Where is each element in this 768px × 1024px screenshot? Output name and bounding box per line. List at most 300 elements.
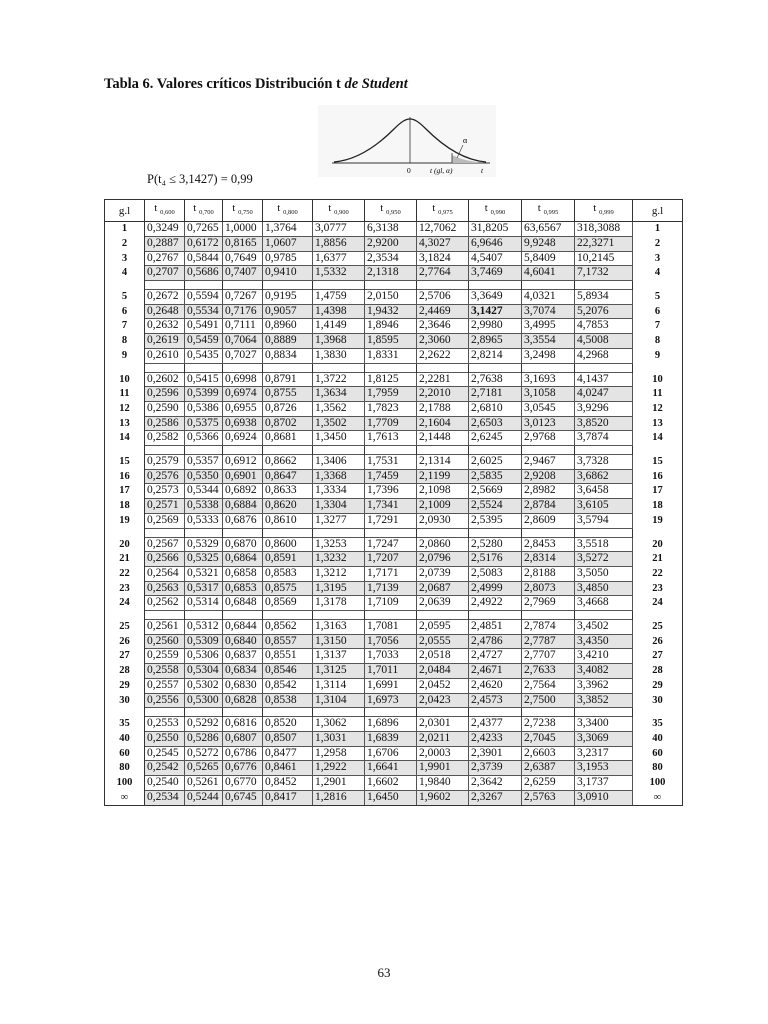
gl-cell-right: 26 [633, 634, 683, 649]
value-cell: 1,9602 [417, 790, 469, 805]
gl-cell-left: 11 [105, 387, 145, 402]
table-row [105, 401, 683, 416]
value-cell: 2,0739 [417, 566, 469, 581]
value-cell: 22,3271 [575, 236, 633, 251]
value-cell: 0,8662 [263, 455, 313, 470]
value-cell: 0,2707 [145, 266, 185, 281]
value-cell: 0,6901 [223, 469, 263, 484]
value-cell: 1,3125 [313, 664, 365, 679]
t-distribution-figure [318, 105, 496, 177]
table-row [105, 664, 683, 679]
value-cell: 0,5261 [185, 776, 223, 791]
value-cell: 2,5706 [417, 290, 469, 305]
value-cell: 1,8125 [365, 372, 417, 387]
value-cell: 0,8726 [263, 401, 313, 416]
value-cell: 0,5844 [185, 251, 223, 266]
value-cell: 0,2887 [145, 236, 185, 251]
value-cell: 2,1788 [417, 401, 469, 416]
gl-cell-right: 3 [633, 251, 683, 266]
table-row [105, 649, 683, 664]
value-cell: 0,2557 [145, 678, 185, 693]
gl-cell-left: 21 [105, 552, 145, 567]
value-cell: 5,8409 [522, 251, 575, 266]
gl-cell-left: 4 [105, 266, 145, 281]
table-row [105, 634, 683, 649]
value-cell: 2,1009 [417, 499, 469, 514]
value-cell: 0,5265 [185, 761, 223, 776]
value-cell: 3,5050 [575, 566, 633, 581]
group-spacer [105, 363, 683, 372]
value-cell: 1,6706 [365, 746, 417, 761]
value-cell: 0,2619 [145, 334, 185, 349]
value-cell: 2,7707 [522, 649, 575, 664]
gl-cell-right: 23 [633, 581, 683, 596]
value-cell: 0,5399 [185, 387, 223, 402]
value-cell: 0,5321 [185, 566, 223, 581]
gl-cell-left: 29 [105, 678, 145, 693]
value-cell: 4,5008 [575, 334, 633, 349]
value-cell: 0,8575 [263, 581, 313, 596]
gl-cell-left: 8 [105, 334, 145, 349]
critical-value-label: t (gl, α) [430, 166, 453, 175]
table-row [105, 513, 683, 528]
value-cell: 1,3195 [313, 581, 365, 596]
value-cell: 318,3088 [575, 222, 633, 237]
table-row [105, 790, 683, 805]
value-cell: 0,5329 [185, 537, 223, 552]
value-cell: 2,7969 [522, 596, 575, 611]
t-axis-label: t [481, 166, 484, 175]
gl-cell-left: 35 [105, 717, 145, 732]
value-cell: 0,5309 [185, 634, 223, 649]
value-cell: 0,2564 [145, 566, 185, 581]
value-cell: 3,4210 [575, 649, 633, 664]
value-cell: 2,6387 [522, 761, 575, 776]
value-cell: 0,5302 [185, 678, 223, 693]
table-row [105, 266, 683, 281]
value-cell: 12,7062 [417, 222, 469, 237]
value-cell: 3,1058 [522, 387, 575, 402]
value-cell: 0,7407 [223, 266, 263, 281]
value-cell: 0,5292 [185, 717, 223, 732]
value-cell: 0,7265 [185, 222, 223, 237]
value-cell: 2,8609 [522, 513, 575, 528]
gl-cell-right: 9 [633, 348, 683, 363]
table-header-row [105, 200, 683, 222]
value-cell: 2,3267 [469, 790, 522, 805]
gl-cell-right: 17 [633, 484, 683, 499]
value-cell: 1,3104 [313, 693, 365, 708]
table-row [105, 731, 683, 746]
table-row [105, 761, 683, 776]
value-cell: 4,6041 [522, 266, 575, 281]
value-cell: 1,7613 [365, 431, 417, 446]
value-cell: 0,2576 [145, 469, 185, 484]
value-cell: 2,8453 [522, 537, 575, 552]
value-cell: 0,8583 [263, 566, 313, 581]
gl-cell-left: 9 [105, 348, 145, 363]
group-spacer [105, 446, 683, 455]
alpha-label: α [463, 136, 468, 145]
value-cell: 2,4922 [469, 596, 522, 611]
value-cell: 1,6896 [365, 717, 417, 732]
value-cell: 0,8165 [223, 236, 263, 251]
value-cell: 3,0545 [522, 401, 575, 416]
value-cell: 0,6998 [223, 372, 263, 387]
value-cell: 1,7247 [365, 537, 417, 552]
gl-cell-right: 30 [633, 693, 683, 708]
value-cell: 2,6025 [469, 455, 522, 470]
value-cell: 0,6828 [223, 693, 263, 708]
value-cell: 2,4233 [469, 731, 522, 746]
value-cell: 2,1448 [417, 431, 469, 446]
value-cell: 4,3027 [417, 236, 469, 251]
table-row [105, 499, 683, 514]
value-cell: 0,6776 [223, 761, 263, 776]
table-row [105, 693, 683, 708]
value-cell: 1,6991 [365, 678, 417, 693]
gl-cell-right: 100 [633, 776, 683, 791]
value-cell: 31,8205 [469, 222, 522, 237]
value-cell: 0,6816 [223, 717, 263, 732]
gl-cell-left: 12 [105, 401, 145, 416]
gl-cell-left: 60 [105, 746, 145, 761]
value-cell: 0,8546 [263, 664, 313, 679]
value-cell: 1,0607 [263, 236, 313, 251]
value-cell: 0,8647 [263, 469, 313, 484]
gl-cell-left: 6 [105, 304, 145, 319]
value-cell: 2,8073 [522, 581, 575, 596]
value-cell: 0,8520 [263, 717, 313, 732]
gl-cell-right: 15 [633, 455, 683, 470]
value-cell: 2,9980 [469, 319, 522, 334]
value-cell: 1,4759 [313, 290, 365, 305]
value-cell: 1,2816 [313, 790, 365, 805]
value-cell: 0,6858 [223, 566, 263, 581]
value-cell: 2,7045 [522, 731, 575, 746]
gl-cell-left: 1 [105, 222, 145, 237]
value-cell: 1,6641 [365, 761, 417, 776]
value-cell: 1,7459 [365, 469, 417, 484]
gl-cell-right: 5 [633, 290, 683, 305]
table-row [105, 236, 683, 251]
value-cell: 2,7787 [522, 634, 575, 649]
value-cell: 3,9296 [575, 401, 633, 416]
value-cell: 0,2534 [145, 790, 185, 805]
value-cell: 0,2560 [145, 634, 185, 649]
page-number: 63 [377, 965, 391, 980]
gl-cell-right: 22 [633, 566, 683, 581]
gl-cell-left: 16 [105, 469, 145, 484]
value-cell: 2,1314 [417, 455, 469, 470]
value-cell: 2,4999 [469, 581, 522, 596]
value-cell: 3,3554 [522, 334, 575, 349]
value-cell: 2,4573 [469, 693, 522, 708]
value-cell: 0,5357 [185, 455, 223, 470]
value-cell: 3,4350 [575, 634, 633, 649]
table-row [105, 304, 683, 319]
value-cell: 4,5407 [469, 251, 522, 266]
table-row [105, 455, 683, 470]
value-cell: 0,2590 [145, 401, 185, 416]
value-cell: 0,6807 [223, 731, 263, 746]
value-cell: 1,9901 [417, 761, 469, 776]
gl-cell-left: 15 [105, 455, 145, 470]
table-row [105, 469, 683, 484]
table-row [105, 348, 683, 363]
value-cell: 0,8562 [263, 620, 313, 635]
value-cell: 0,6840 [223, 634, 263, 649]
page-title [104, 76, 408, 93]
value-cell: 0,2579 [145, 455, 185, 470]
gl-cell-right: 25 [633, 620, 683, 635]
value-cell: 2,3060 [417, 334, 469, 349]
value-cell: 1,3137 [313, 649, 365, 664]
value-cell: 2,9467 [522, 455, 575, 470]
value-cell: 2,6503 [469, 416, 522, 431]
value-cell: 1,7109 [365, 596, 417, 611]
value-cell: 2,8965 [469, 334, 522, 349]
gl-cell-right: 12 [633, 401, 683, 416]
gl-cell-left: 5 [105, 290, 145, 305]
value-cell: 0,2542 [145, 761, 185, 776]
value-cell: 0,5534 [185, 304, 223, 319]
gl-cell-left: 24 [105, 596, 145, 611]
value-cell: 0,6912 [223, 455, 263, 470]
value-cell: 2,6245 [469, 431, 522, 446]
value-cell: 0,5244 [185, 790, 223, 805]
value-cell: 0,6172 [185, 236, 223, 251]
value-cell: 0,7649 [223, 251, 263, 266]
gl-cell-left: 2 [105, 236, 145, 251]
table-row [105, 552, 683, 567]
value-cell: 2,8982 [522, 484, 575, 499]
gl-cell-right: 35 [633, 717, 683, 732]
value-cell: 3,1427 [469, 304, 522, 319]
value-cell: 0,2648 [145, 304, 185, 319]
value-cell: 2,2622 [417, 348, 469, 363]
value-cell: 0,5350 [185, 469, 223, 484]
value-cell: 3,7328 [575, 455, 633, 470]
value-cell: 1,3634 [313, 387, 365, 402]
value-cell: 1,7139 [365, 581, 417, 596]
value-cell: 2,2010 [417, 387, 469, 402]
value-cell: 5,8934 [575, 290, 633, 305]
table-row [105, 678, 683, 693]
value-cell: 0,5286 [185, 731, 223, 746]
value-cell: 0,8551 [263, 649, 313, 664]
value-cell: 3,6105 [575, 499, 633, 514]
value-cell: 0,2550 [145, 731, 185, 746]
value-cell: 0,6770 [223, 776, 263, 791]
value-cell: 0,6848 [223, 596, 263, 611]
value-cell: 0,8620 [263, 499, 313, 514]
gl-cell-left: 25 [105, 620, 145, 635]
value-cell: 1,3368 [313, 469, 365, 484]
value-cell: 1,2922 [313, 761, 365, 776]
value-cell: 1,3334 [313, 484, 365, 499]
gl-cell-left: 40 [105, 731, 145, 746]
value-cell: 2,8784 [522, 499, 575, 514]
value-cell: 0,9410 [263, 266, 313, 281]
gl-cell-right: 16 [633, 469, 683, 484]
value-cell: 1,7207 [365, 552, 417, 567]
value-cell: 3,5272 [575, 552, 633, 567]
gl-cell-right: 80 [633, 761, 683, 776]
value-cell: 1,5332 [313, 266, 365, 281]
value-cell: 2,3901 [469, 746, 522, 761]
value-cell: 0,2569 [145, 513, 185, 528]
value-cell: 2,5524 [469, 499, 522, 514]
value-cell: 0,2553 [145, 717, 185, 732]
value-cell: 0,8960 [263, 319, 313, 334]
gl-cell-left: 14 [105, 431, 145, 446]
value-cell: 0,6745 [223, 790, 263, 805]
value-cell: 0,2582 [145, 431, 185, 446]
value-cell: 2,0687 [417, 581, 469, 596]
value-cell: 2,6810 [469, 401, 522, 416]
value-cell: 0,5314 [185, 596, 223, 611]
value-cell: 3,1953 [575, 761, 633, 776]
table-body [105, 222, 683, 805]
table-row [105, 251, 683, 266]
value-cell: 0,8477 [263, 746, 313, 761]
value-cell: 0,8591 [263, 552, 313, 567]
value-cell: 2,1098 [417, 484, 469, 499]
table-row [105, 416, 683, 431]
value-cell: 3,4668 [575, 596, 633, 611]
value-cell: 3,2498 [522, 348, 575, 363]
gl-cell-right: 60 [633, 746, 683, 761]
t-critical-values-table [104, 199, 683, 806]
value-cell: 1,3031 [313, 731, 365, 746]
value-cell: 0,5686 [185, 266, 223, 281]
value-cell: 2,5176 [469, 552, 522, 567]
value-cell: 0,5338 [185, 499, 223, 514]
gl-cell-left: 26 [105, 634, 145, 649]
gl-cell-right: 20 [633, 537, 683, 552]
gl-cell-left: 30 [105, 693, 145, 708]
value-cell: 0,2562 [145, 596, 185, 611]
value-cell: 1,2901 [313, 776, 365, 791]
value-cell: 0,6924 [223, 431, 263, 446]
value-cell: 1,7011 [365, 664, 417, 679]
value-cell: 0,2573 [145, 484, 185, 499]
value-cell: 1,6377 [313, 251, 365, 266]
value-cell: 0,8569 [263, 596, 313, 611]
value-cell: 2,4620 [469, 678, 522, 693]
value-cell: 3,0910 [575, 790, 633, 805]
value-cell: 0,2602 [145, 372, 185, 387]
gl-cell-right: 28 [633, 664, 683, 679]
value-cell: 2,3642 [469, 776, 522, 791]
value-cell: 2,9200 [365, 236, 417, 251]
value-cell: 0,5304 [185, 664, 223, 679]
value-cell: 0,7267 [223, 290, 263, 305]
value-cell: 2,6603 [522, 746, 575, 761]
gl-cell-right: 14 [633, 431, 683, 446]
value-cell: 2,0423 [417, 693, 469, 708]
value-cell: 0,2610 [145, 348, 185, 363]
value-cell: 0,5435 [185, 348, 223, 363]
table-row [105, 484, 683, 499]
gl-cell-right: 21 [633, 552, 683, 567]
value-cell: 1,8946 [365, 319, 417, 334]
value-cell: 1,3562 [313, 401, 365, 416]
value-cell: 0,6830 [223, 678, 263, 693]
value-cell: 1,3450 [313, 431, 365, 446]
value-cell: 0,5317 [185, 581, 223, 596]
value-cell: 2,7500 [522, 693, 575, 708]
gl-cell-left: 19 [105, 513, 145, 528]
value-cell: 2,4377 [469, 717, 522, 732]
column-header-0: t $_{0,600}$ [145, 200, 185, 222]
value-cell: 2,5669 [469, 484, 522, 499]
value-cell: 0,7064 [223, 334, 263, 349]
gl-cell-right: 7 [633, 319, 683, 334]
value-cell: 0,2561 [145, 620, 185, 635]
table-row [105, 290, 683, 305]
value-cell: 1,3150 [313, 634, 365, 649]
value-cell: 2,5280 [469, 537, 522, 552]
value-cell: 2,7764 [417, 266, 469, 281]
value-cell: 2,3534 [365, 251, 417, 266]
column-header-4: t $_{0,900}$ [313, 200, 365, 222]
table-row [105, 581, 683, 596]
value-cell: 1,7033 [365, 649, 417, 664]
gl-cell-right: 4 [633, 266, 683, 281]
value-cell: 0,8610 [263, 513, 313, 528]
value-cell: 0,2563 [145, 581, 185, 596]
table-row [105, 596, 683, 611]
value-cell: 3,4082 [575, 664, 633, 679]
gl-cell-left: 27 [105, 649, 145, 664]
probability-example: P(t₄ ≤ 3,1427) = 0,99 [147, 172, 253, 186]
gl-cell-left: 100 [105, 776, 145, 791]
gl-cell-left: 7 [105, 319, 145, 334]
value-cell: 0,8542 [263, 678, 313, 693]
value-cell: 6,3138 [365, 222, 417, 237]
value-cell: 0,9785 [263, 251, 313, 266]
value-cell: 1,7823 [365, 401, 417, 416]
gl-cell-right: 40 [633, 731, 683, 746]
value-cell: 2,5835 [469, 469, 522, 484]
gl-cell-right: 24 [633, 596, 683, 611]
value-cell: 0,2556 [145, 693, 185, 708]
value-cell: 2,1318 [365, 266, 417, 281]
value-cell: 4,7853 [575, 319, 633, 334]
value-cell: 1,6973 [365, 693, 417, 708]
value-cell: 0,5366 [185, 431, 223, 446]
value-cell: 0,7176 [223, 304, 263, 319]
value-cell: 2,0555 [417, 634, 469, 649]
value-cell: 1,8595 [365, 334, 417, 349]
value-cell: 2,4671 [469, 664, 522, 679]
value-cell: 0,2632 [145, 319, 185, 334]
value-cell: 1,6602 [365, 776, 417, 791]
value-cell: 0,5312 [185, 620, 223, 635]
gl-cell-right: 8 [633, 334, 683, 349]
value-cell: 0,6786 [223, 746, 263, 761]
value-cell: 2,7874 [522, 620, 575, 635]
value-cell: 4,0321 [522, 290, 575, 305]
value-cell: 0,8755 [263, 387, 313, 402]
value-cell: 7,1732 [575, 266, 633, 281]
value-cell: 1,3062 [313, 717, 365, 732]
gl-cell-left: 23 [105, 581, 145, 596]
value-cell: 0,5344 [185, 484, 223, 499]
value-cell: 1,7709 [365, 416, 417, 431]
